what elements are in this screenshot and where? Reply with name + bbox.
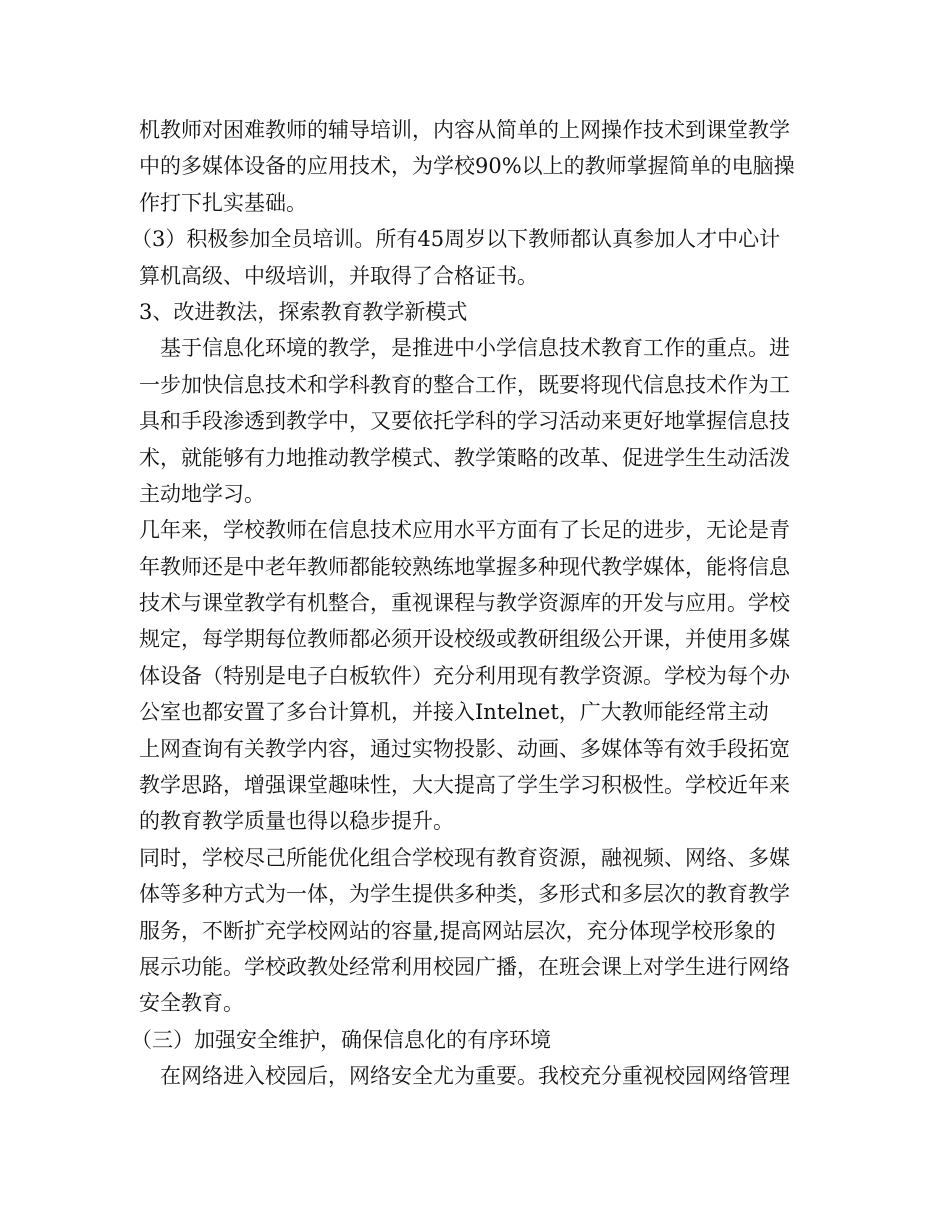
section-heading: （三）加强安全维护，确保信息化的有序环境 xyxy=(131,1027,551,1052)
text-line: 一步加快信息技术和学科教育的整合工作，既要将现代信息技术作为工 xyxy=(139,372,790,397)
text-line: 机教师对困难教师的辅导培训，内容从简单的上网操作技术到课堂教学 xyxy=(139,118,790,142)
text-line: 上网查询有关教学内容，通过实物投影、动画、多媒体等有效手段拓宽 xyxy=(139,736,790,761)
text-line: 技术与课堂教学有机整合，重视课程与教学资源库的开发与应用。学校 xyxy=(139,591,790,616)
text-line: 算机高级、中级培训，并取得了合格证书。 xyxy=(139,263,538,288)
section-heading: 3、改进教法，探索教育教学新模式 xyxy=(139,299,468,324)
document-body xyxy=(131,112,820,1095)
text-line: 在网络进入校园后，网络安全尤为重要。我校充分重视校园网络管理 xyxy=(160,1064,790,1089)
text-line: 规定，每学期每位教师都必须开设校级或教研组级公开课，并使用多媒 xyxy=(139,627,790,652)
text-line: 作打下扎实基础。 xyxy=(139,190,307,215)
text-line: 公室也都安置了多台计算机，并接入Intelnet，广大教师能经常主动 xyxy=(139,700,769,725)
text-line: 具和手段渗透到教学中，又要依托学科的学习活动来更好地掌握信息技 xyxy=(139,409,790,434)
text-line: 体等多种方式为一体，为学生提供多种类，多形式和多层次的教育教学 xyxy=(139,882,790,907)
text-line: 教学思路，增强课堂趣味性，大大提高了学生学习积极性。学校近年来 xyxy=(139,773,790,798)
text-line: 服务，不断扩充学校网站的容量,提高网站层次，充分体现学校形象的 xyxy=(139,918,776,943)
text-line: 中的多媒体设备的应用技术，为学校90%以上的教师掌握简单的电脑操 xyxy=(139,154,795,179)
text-line: 几年来，学校教师在信息技术应用水平方面有了长足的进步，无论是青 xyxy=(139,518,790,543)
text-line: （3）积极参加全员培训。所有45周岁以下教师都认真参加人才中心计 xyxy=(131,227,781,252)
text-line: 主动地学习。 xyxy=(139,481,265,506)
text-line: 术，就能够有力地推动教学模式、教学策略的改革、促进学生生动活泼 xyxy=(139,445,790,470)
text-line: 展示功能。学校政教处经常利用校园广播，在班会课上对学生进行网络 xyxy=(139,954,790,979)
text-line: 体设备（特别是电子白板软件）充分利用现有教学资源。学校为每个办 xyxy=(139,663,790,688)
text-line: 同时，学校尽己所能优化组合学校现有教育资源，融视频、网络、多媒 xyxy=(139,845,790,870)
text-line: 的教育教学质量也得以稳步提升。 xyxy=(139,809,454,834)
text-line: 年教师还是中老年教师都能较熟练地掌握多种现代教学媒体，能将信息 xyxy=(139,554,790,579)
text-line: 安全教育。 xyxy=(139,991,244,1016)
text-line: 基于信息化环境的教学，是推进中小学信息技术教育工作的重点。进 xyxy=(160,336,790,361)
